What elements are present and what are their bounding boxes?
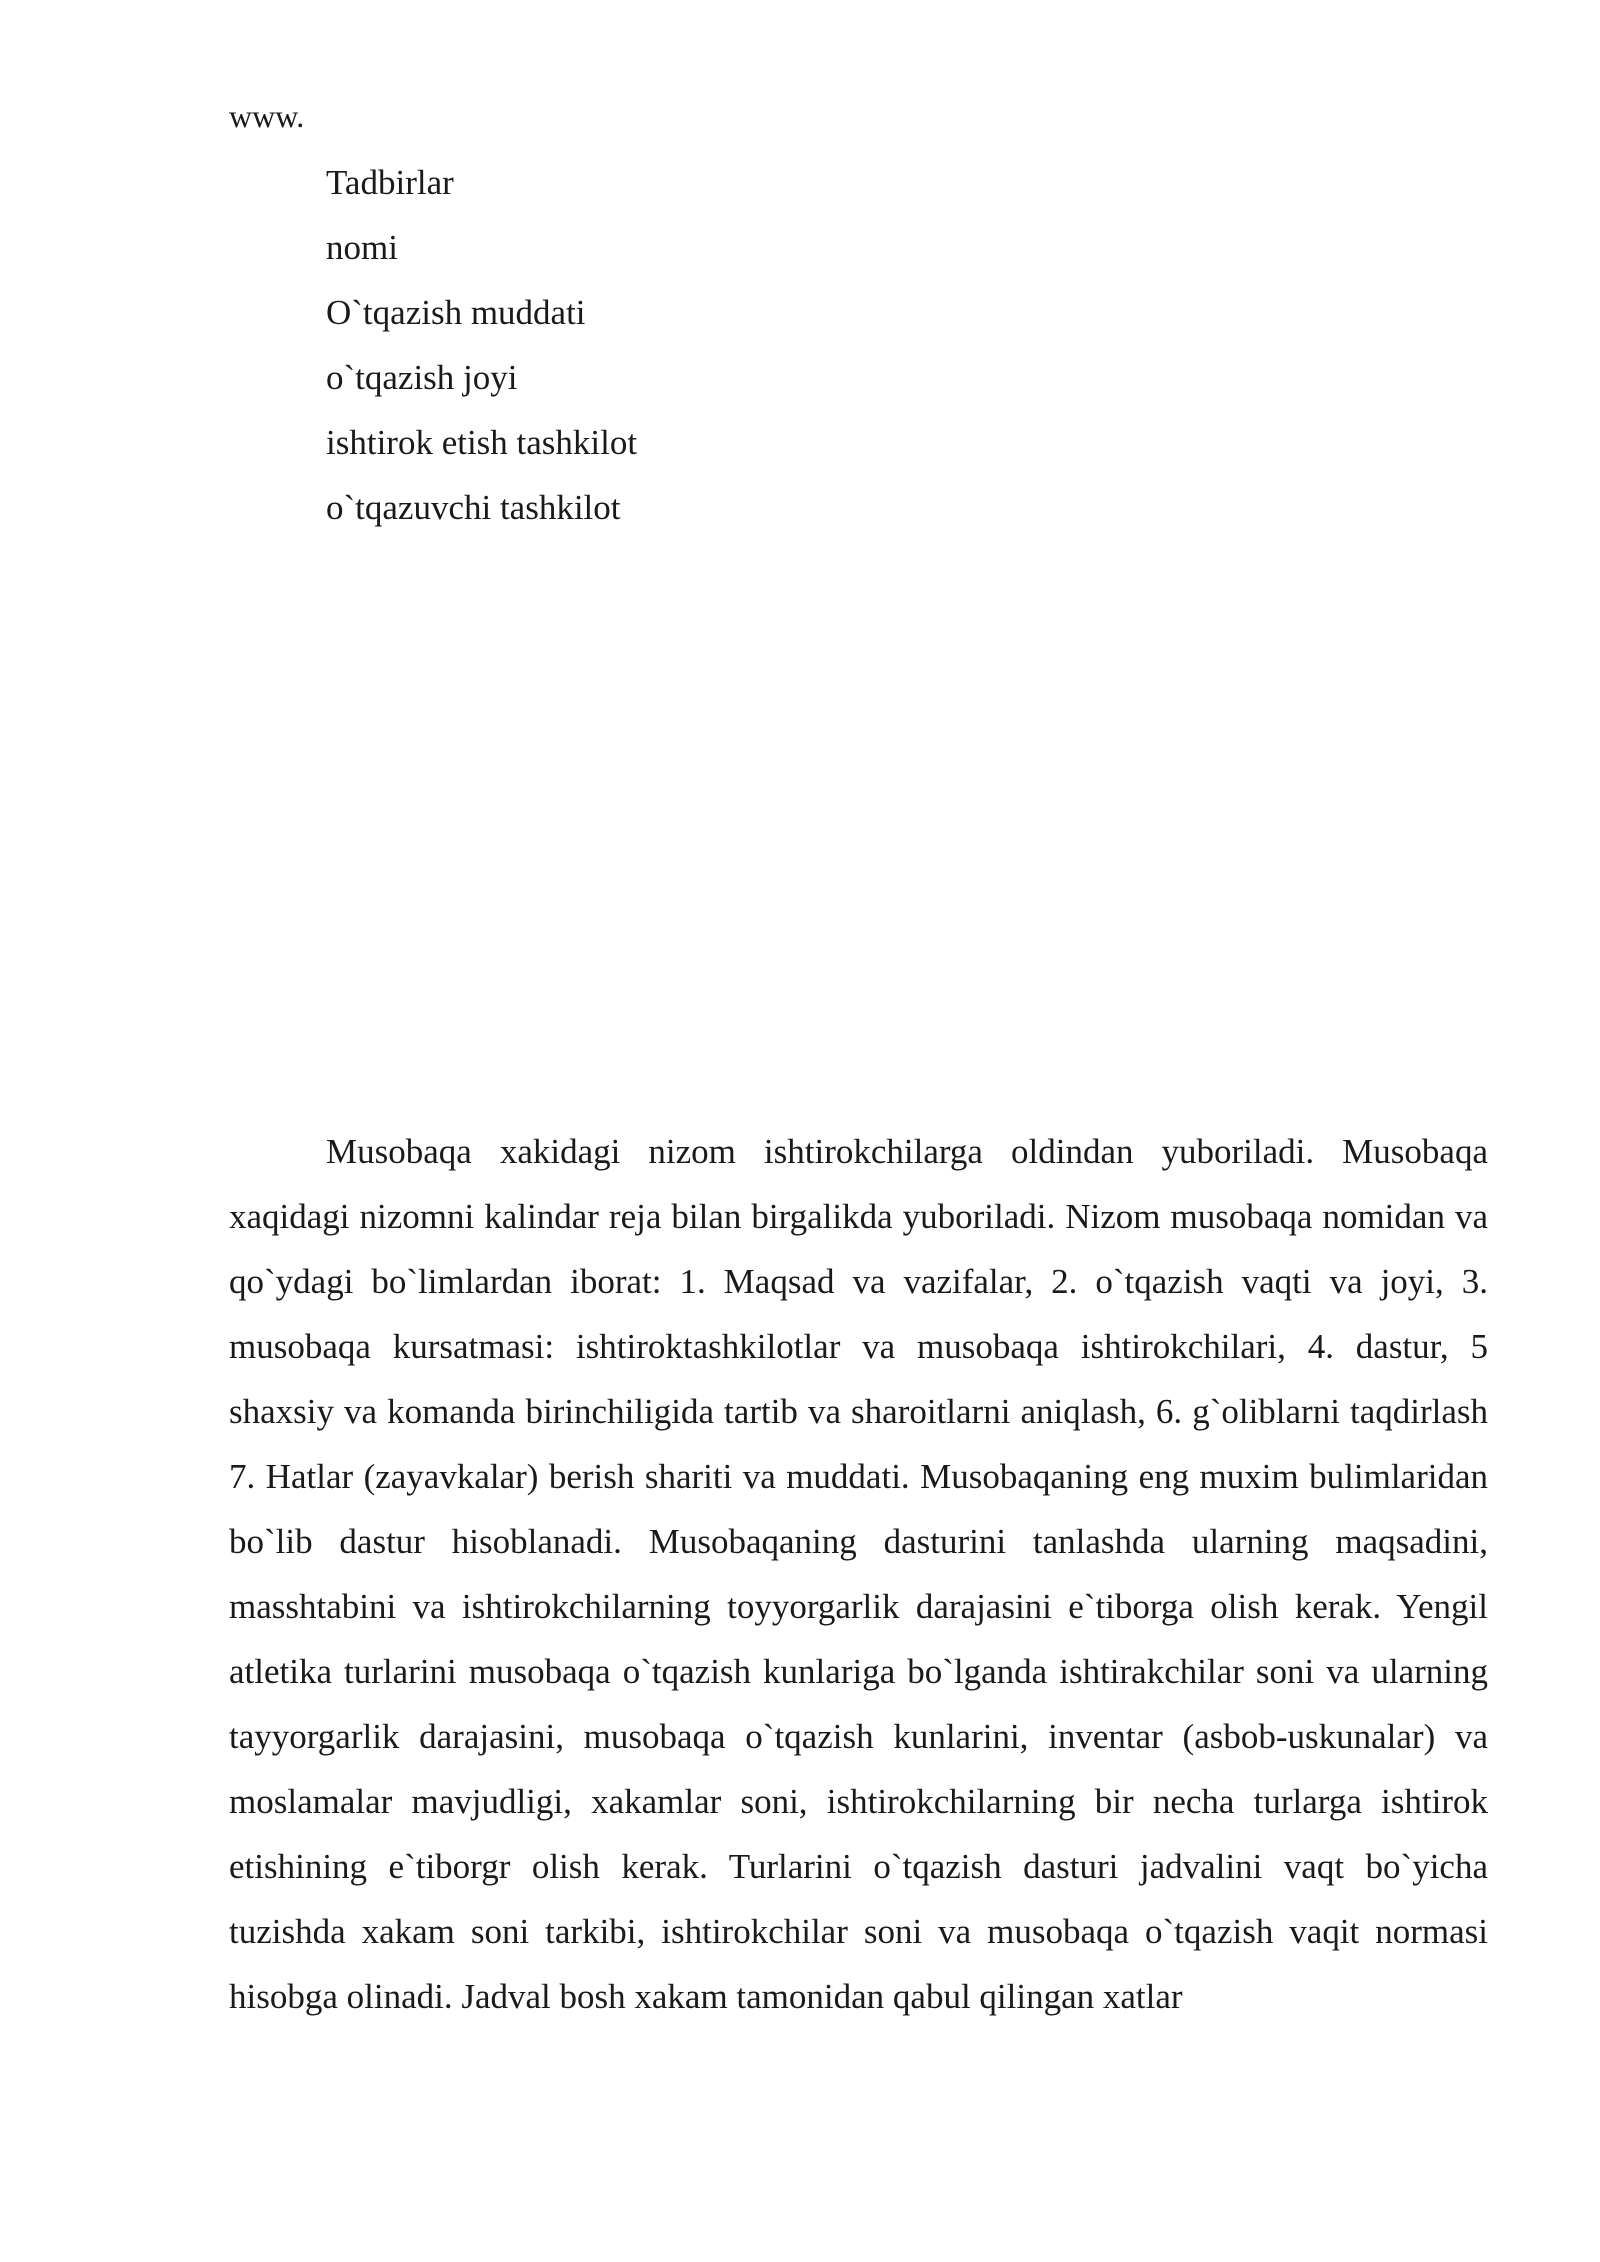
header-line: ishtirok etish tashkilot xyxy=(326,423,638,462)
url-fragment: www. xyxy=(229,98,305,134)
event-header-list xyxy=(326,150,637,540)
header-line: O`tqazish muddati xyxy=(326,293,586,332)
header-line: o`tqazuvchi tashkilot xyxy=(326,488,621,527)
header-line: o`tqazish joyi xyxy=(326,358,518,397)
header-line: Tadbirlar xyxy=(326,163,454,202)
body-paragraph: Musobaqa xakidagi nizom ishtirokchilarga oldindan yuboriladi. Musobaqa xaqidagi nizomni kalindar reja bilan birgalikda yuboriladi. Nizom musobaqa nomidan va qo`ydagi bo`limlardan iborat: 1. Maqsad va vazifalar, 2. o`tqazish vaqti va joyi, 3. musobaqa kursatmasi: ishtiroktashkilotlar va musobaqa ishtirokchilari, 4. dastur, 5 shaxsiy va komanda birinchiligida tartib va sharoitlarni aniqlash, 6. g`oliblarni taqdirlash 7. Hatlar (zayavkalar) berish shariti va muddati. Musobaqaning eng muxim bulimlaridan bo`lib dastur hisoblanadi. Musobaqaning dasturini tanlashda ularning maqsadini, masshtabini va ishtirokchilarning toyyorgarlik darajasini e`tiborga olish kerak. Yengil atletika turlarini musobaqa o`tqazish kunlariga bo`lganda ishtirakchilar soni va ularning tayyorgarlik darajasini, musobaqa o`tqazish kunlarini, inventar (asbob-uskunalar) va moslamalar mavjudligi, xakamlar soni, ishtirokchilarning bir necha turlarga ishtirok etishining e`tiborgr olish kerak. Turlarini o`tqazish dasturi jadvalini vaqt bo`yicha tuzishda xakam soni tarkibi, ishtirokchilar soni va musobaqa o`tqazish vaqit normasi hisobga olinadi. Jadval bosh xakam tamonidan qabul qilingan xatlar xyxy=(229,1132,1488,2016)
header-line: nomi xyxy=(326,228,398,267)
